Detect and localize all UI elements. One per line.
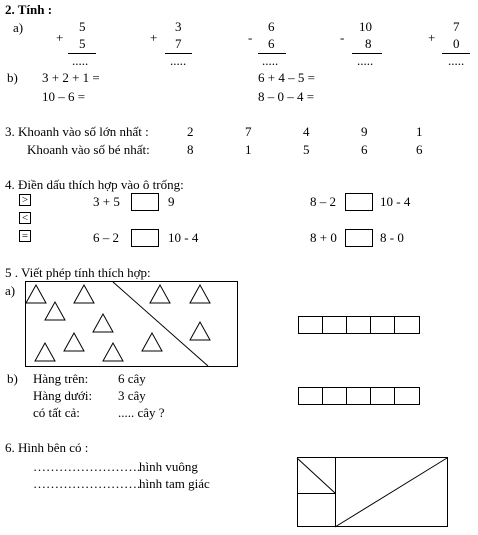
expression: 6 + 4 – 5 = [258,70,315,85]
largest-number-instruction: 3. Khoanh vào số lớn nhất : [5,124,149,139]
row-value: 6 cây [118,371,146,386]
column-top-number: 3 [175,19,182,34]
expression: 10 – 6 = [42,89,86,104]
row-label: có tất cả: [33,405,80,420]
number-choice[interactable]: 5 [303,142,310,157]
column-bottom-number: 6 [268,36,275,51]
row-label: Hàng dưới: [33,388,93,403]
column-top-number: 7 [453,19,460,34]
part-b-label: b) [7,70,18,85]
part-a-label: a) [5,283,16,298]
column-operator: + [428,30,436,45]
column-operator: + [56,30,64,45]
number-choice[interactable]: 6 [416,142,423,157]
column-operator: - [340,30,345,45]
section-5-heading: 5 . Viết phép tính thích hợp: [5,265,151,280]
comparison-left: 8 + 0 [310,230,337,245]
column-bottom-number: 8 [365,36,372,51]
comparison-right: 8 - 0 [380,230,404,245]
comparison-right: 9 [168,194,175,209]
column-bottom-number: 0 [453,36,460,51]
smallest-number-instruction: Khoanh vào số bé nhất: [27,142,150,157]
answer-dots[interactable]: ……………………. [33,476,141,491]
equals-sign[interactable]: = [19,230,31,242]
less-than-sign[interactable]: < [19,212,31,224]
number-choice[interactable]: 1 [416,124,423,139]
right-diagonal [335,458,447,527]
column-top-number: 10 [359,19,372,34]
left-diagonal [297,458,335,493]
comparison-left: 3 + 5 [93,194,120,209]
comparison-left: 6 – 2 [93,230,119,245]
section-2-heading: 2. Tính : [5,2,53,17]
column-top-number: 6 [268,19,275,34]
column-operator: + [150,30,158,45]
number-choice[interactable]: 9 [361,124,368,139]
greater-than-sign[interactable]: > [19,194,31,206]
shape-count-label: hình vuông [139,459,198,474]
comparison-right: 10 - 4 [380,194,411,209]
answer-blank: ..... [170,53,187,68]
part-b-label: b) [7,371,18,386]
part-a-label: a) [13,20,24,35]
column-top-number: 5 [79,19,86,34]
answer-dots[interactable]: ……………………. [33,459,141,474]
section-4-heading: 4. Điền dấu thích hợp vào ô trống: [5,177,184,192]
answer-blank: ..... [72,53,89,68]
outer-rectangle [298,458,448,527]
column-bottom-number: 7 [175,36,182,51]
row-value: ..... cây ? [118,405,165,420]
expression: 8 – 0 – 4 = [258,89,315,104]
answer-blank: ..... [357,53,374,68]
answer-blank: ..... [262,53,279,68]
row-label: Hàng trên: [33,371,89,386]
answer-blank: ..... [448,53,465,68]
section-6-heading: 6. Hình bên có : [5,440,89,455]
row-value: 3 cây [118,388,146,403]
shape-count-label: hình tam giác [139,476,210,491]
number-choice[interactable]: 1 [245,142,252,157]
expression: 3 + 2 + 1 = [42,70,100,85]
number-choice[interactable]: 8 [187,142,194,157]
number-choice[interactable]: 2 [187,124,194,139]
comparison-left: 8 – 2 [310,194,336,209]
comparison-right: 10 - 4 [168,230,199,245]
number-choice[interactable]: 7 [245,124,252,139]
column-bottom-number: 5 [79,36,86,51]
number-choice[interactable]: 6 [361,142,368,157]
column-operator: - [248,30,253,45]
number-choice[interactable]: 4 [303,124,310,139]
